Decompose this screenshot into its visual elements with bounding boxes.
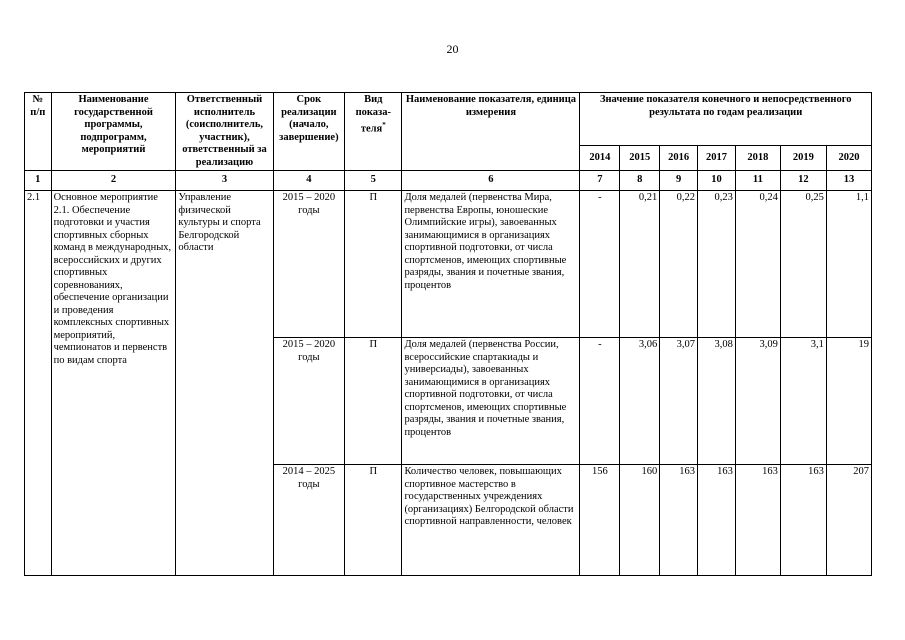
value-2014: -	[580, 338, 620, 465]
value-2017: 163	[698, 465, 736, 576]
header-indicator: Наименование показателя, единица измерения	[402, 93, 580, 171]
header-kind-text: Вид показа-теля	[355, 94, 391, 135]
value-2016: 3,07	[660, 338, 698, 465]
value-2016: 0,22	[660, 191, 698, 338]
indicator-kind: П	[345, 191, 402, 338]
indicator-name: Количество человек, повышающих спортивное мастерство в государственных учреждениях (организациях) Белгородской области спортивной направленности, человек	[402, 465, 580, 576]
term: 2015 – 2020 годы	[273, 338, 345, 465]
header-year: 2015	[620, 146, 660, 171]
indicator-kind: П	[345, 338, 402, 465]
page-number: 20	[446, 42, 459, 56]
column-number: 8	[620, 171, 660, 191]
column-number: 12	[780, 171, 826, 191]
term: 2014 – 2025 годы	[273, 465, 345, 576]
column-number: 4	[273, 171, 345, 191]
value-2014: -	[580, 191, 620, 338]
value-2017: 0,23	[698, 191, 736, 338]
value-2016: 163	[660, 465, 698, 576]
activity-name: Основное мероприятие 2.1. Обеспечение подготовки и участия спортивных сборных команд в международных, всероссийских и других спортивных соревнованиях, обеспечение организации и проведения комплексных спортивных мероприятий, чемпионатов и первенств по видам спорта	[51, 191, 176, 576]
column-number: 3	[176, 171, 273, 191]
header-kind-mark: *	[382, 121, 386, 129]
value-2020: 1,1	[826, 191, 871, 338]
header-year: 2018	[735, 146, 780, 171]
value-2020: 207	[826, 465, 871, 576]
column-number: 7	[580, 171, 620, 191]
header-year: 2020	[826, 146, 871, 171]
indicators-table	[24, 92, 872, 576]
value-2015: 3,06	[620, 338, 660, 465]
row-num: 2.1	[25, 191, 52, 576]
header-year: 2014	[580, 146, 620, 171]
value-2019: 163	[780, 465, 826, 576]
value-2018: 0,24	[735, 191, 780, 338]
header-num: № п/п	[25, 93, 52, 171]
column-number: 1	[25, 171, 52, 191]
value-2015: 160	[620, 465, 660, 576]
header-term: Срок реализации (начало, завершение)	[273, 93, 345, 171]
header-values: Значение показателя конечного и непосредственного результата по годам реализации	[580, 93, 872, 146]
value-2020: 19	[826, 338, 871, 465]
column-number: 11	[735, 171, 780, 191]
value-2014: 156	[580, 465, 620, 576]
indicator-name: Доля медалей (первенства России, всероссийские спартакиады и универсиады), завоеванных занимающимися в организациях спортивной подготовки, от числа спортсменов, имеющих спортивные разряды, звания и почетные звания, процентов	[402, 338, 580, 465]
header-executor: Ответственный исполнитель (соисполнитель, участник), ответственный за реализацию	[176, 93, 273, 171]
column-number: 9	[660, 171, 698, 191]
column-number: 2	[51, 171, 176, 191]
executor: Управление физической культуры и спорта Белгородской области	[176, 191, 273, 576]
header-year: 2017	[698, 146, 736, 171]
value-2018: 3,09	[735, 338, 780, 465]
indicator-name: Доля медалей (первенства Мира, первенства Европы, юношеские Олимпийские игры), завоеванных занимающимися в организациях спортивной подготовки, от числа спортсменов, имеющих спортивные разряды, звания и почетные звания, процентов	[402, 191, 580, 338]
value-2017: 3,08	[698, 338, 736, 465]
header-year: 2019	[780, 146, 826, 171]
value-2019: 0,25	[780, 191, 826, 338]
column-number: 5	[345, 171, 402, 191]
value-2018: 163	[735, 465, 780, 576]
value-2019: 3,1	[780, 338, 826, 465]
column-number: 10	[698, 171, 736, 191]
term: 2015 – 2020 годы	[273, 191, 345, 338]
indicator-kind: П	[345, 465, 402, 576]
header-kind	[345, 93, 402, 171]
column-number: 13	[826, 171, 871, 191]
header-name: Наименование государственной программы, подпрограмм, мероприятий	[51, 93, 176, 171]
table-row	[25, 191, 872, 338]
value-2015: 0,21	[620, 191, 660, 338]
header-year: 2016	[660, 146, 698, 171]
column-number: 6	[402, 171, 580, 191]
